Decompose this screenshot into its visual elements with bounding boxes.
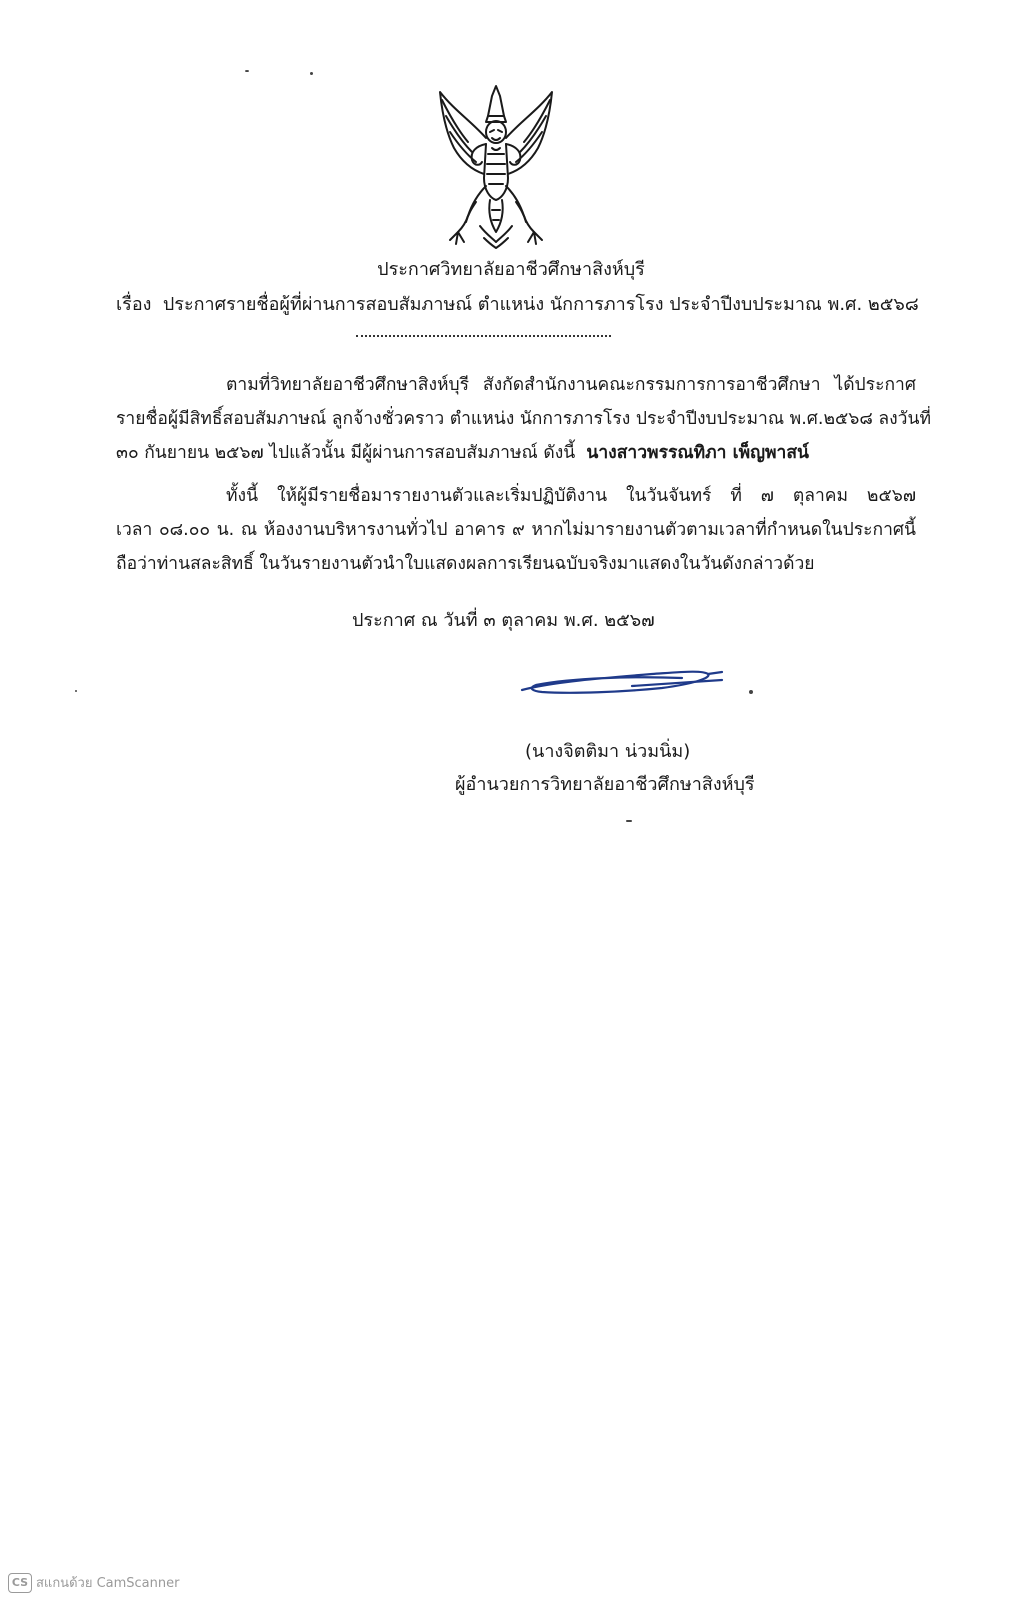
handwritten-signature-icon: [512, 660, 752, 710]
scan-speck: [626, 820, 632, 822]
scan-speck: [310, 72, 313, 75]
camscanner-logo-icon: CS: [8, 1573, 32, 1593]
scan-speck: [75, 690, 77, 692]
paragraph-1-line-1: ตามที่วิทยาลัยอาชีวศึกษาสิงห์บุรี สังกัดสำนักงานคณะกรรมการการอาชีวศึกษา ได้ประกาศ: [226, 375, 916, 395]
signer-title: ผู้อำนวยการวิทยาลัยอาชีวศึกษาสิงห์บุรี: [455, 774, 755, 795]
announcement-title: ประกาศวิทยาลัยอาชีวศึกษาสิงห์บุรี: [377, 259, 645, 280]
scan-speck: [245, 70, 249, 72]
paragraph-2-line-2: เวลา ๐๘.๐๐ น. ณ ห้องงานบริหารงานทั่วไป อาคาร ๙ หากไม่มารายงานตัวตามเวลาที่กำหนดในประกาศนี้: [116, 520, 916, 540]
paragraph-1: [116, 368, 931, 470]
subject-text: ประกาศรายชื่อผู้ที่ผ่านการสอบสัมภาษณ์ ตำแหน่ง นักการภารโรง ประจำปีงบประมาณ พ.ศ. ๒๕๖๘: [162, 294, 919, 315]
subject-label: เรื่อง: [116, 294, 152, 315]
paragraph-2: [116, 479, 916, 581]
dotted-separator: [356, 335, 611, 337]
paragraph-1-line-3: [116, 436, 916, 470]
camscanner-text: สแกนด้วย CamScanner: [36, 1576, 180, 1591]
signer-name: (นางจิตติมา น่วมนิ่ม): [525, 741, 691, 762]
camscanner-watermark: [8, 1572, 179, 1593]
paragraph-1-line-2: รายชื่อผู้มีสิทธิ์สอบสัมภาษณ์ ลูกจ้างชั่วคราว ตำแหน่ง นักการภารโรง ประจำปีงบประมาณ พ.ศ.๒๕๖๘ ลงวันที่: [116, 409, 931, 429]
announcement-date: ประกาศ ณ วันที่ ๓ ตุลาคม พ.ศ. ๒๕๖๗: [352, 610, 655, 631]
passed-candidate-name: นางสาวพรรณทิภา เพ็ญพาสน์: [586, 443, 810, 463]
garuda-emblem-icon: [432, 82, 560, 250]
paragraph-2-line-1: ทั้งนี้ ให้ผู้มีรายชื่อมารายงานตัวและเริ่มปฏิบัติงาน ในวันจันทร์ ที่ ๗ ตุลาคม ๒๕๖๗: [226, 486, 916, 506]
subject-line: [116, 289, 919, 318]
paragraph-1-line-3-text: ๓๐ กันยายน ๒๕๖๗ ไปแล้วนั้น มีผู้ผ่านการสอบสัมภาษณ์ ดังนี้: [116, 443, 576, 463]
paragraph-2-line-3: ถือว่าท่านสละสิทธิ์ ในวันรายงานตัวนำใบแสดงผลการเรียนฉบับจริงมาแสดงในวันดังกล่าวด้วย: [116, 554, 815, 574]
